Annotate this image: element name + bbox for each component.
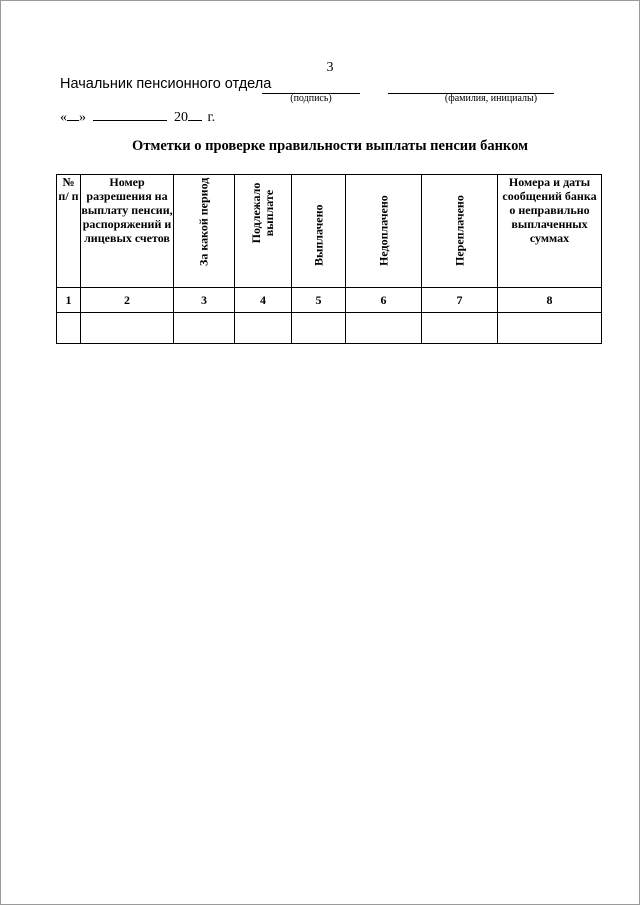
header-overpaid-text: Переплачено <box>452 195 466 266</box>
table-cell[interactable] <box>346 313 422 344</box>
table-cell[interactable] <box>292 313 346 344</box>
column-number: 7 <box>422 288 498 313</box>
year-suffix: г. <box>207 110 216 125</box>
header-period-text: За какой период <box>196 177 211 266</box>
payment-check-table <box>56 174 602 344</box>
column-number: 5 <box>292 288 346 313</box>
empty-data-row <box>57 313 602 344</box>
date-line <box>60 108 215 126</box>
table-cell[interactable] <box>174 313 235 344</box>
header-bank-messages: Номера и даты сообщений банка о неправильно выплаченных суммах <box>498 175 602 288</box>
day-blank <box>67 108 79 121</box>
header-underpaid-text: Недоплачено <box>376 195 390 266</box>
table-cell[interactable] <box>498 313 602 344</box>
header-overpaid <box>422 175 498 288</box>
close-quote: » <box>79 110 86 125</box>
section-title: Отметки о проверке правильности выплаты пенсии банком <box>132 138 528 154</box>
column-number: 1 <box>57 288 81 313</box>
header-paid-text: Выплачено <box>311 204 325 266</box>
column-number: 2 <box>81 288 174 313</box>
table-header-row <box>57 175 602 288</box>
table-cell[interactable] <box>81 313 174 344</box>
month-blank <box>93 108 167 121</box>
column-number: 6 <box>346 288 422 313</box>
year-prefix: 20 <box>174 110 188 125</box>
table-cell[interactable] <box>422 313 498 344</box>
chief-label: Начальник пенсионного отдела <box>60 76 272 92</box>
header-due <box>235 175 292 288</box>
table-cell[interactable] <box>57 313 81 344</box>
header-number: № п/ п <box>57 175 81 288</box>
column-number: 8 <box>498 288 602 313</box>
year-blank <box>188 108 202 121</box>
header-period <box>174 175 235 288</box>
header-due-text: Подлежало выплате <box>249 182 276 244</box>
open-quote: « <box>60 110 67 125</box>
table-cell[interactable] <box>235 313 292 344</box>
page-number: 3 <box>326 60 334 75</box>
column-number-row <box>57 288 602 313</box>
column-number: 3 <box>174 288 235 313</box>
header-paid <box>292 175 346 288</box>
header-permit-number: Номер разрешения на выплату пенсии, распоряжений и лицевых счетов <box>81 175 174 288</box>
signature-caption: (подпись) <box>290 93 332 104</box>
header-underpaid <box>346 175 422 288</box>
name-caption: (фамилия, инициалы) <box>444 93 538 104</box>
column-number: 4 <box>235 288 292 313</box>
